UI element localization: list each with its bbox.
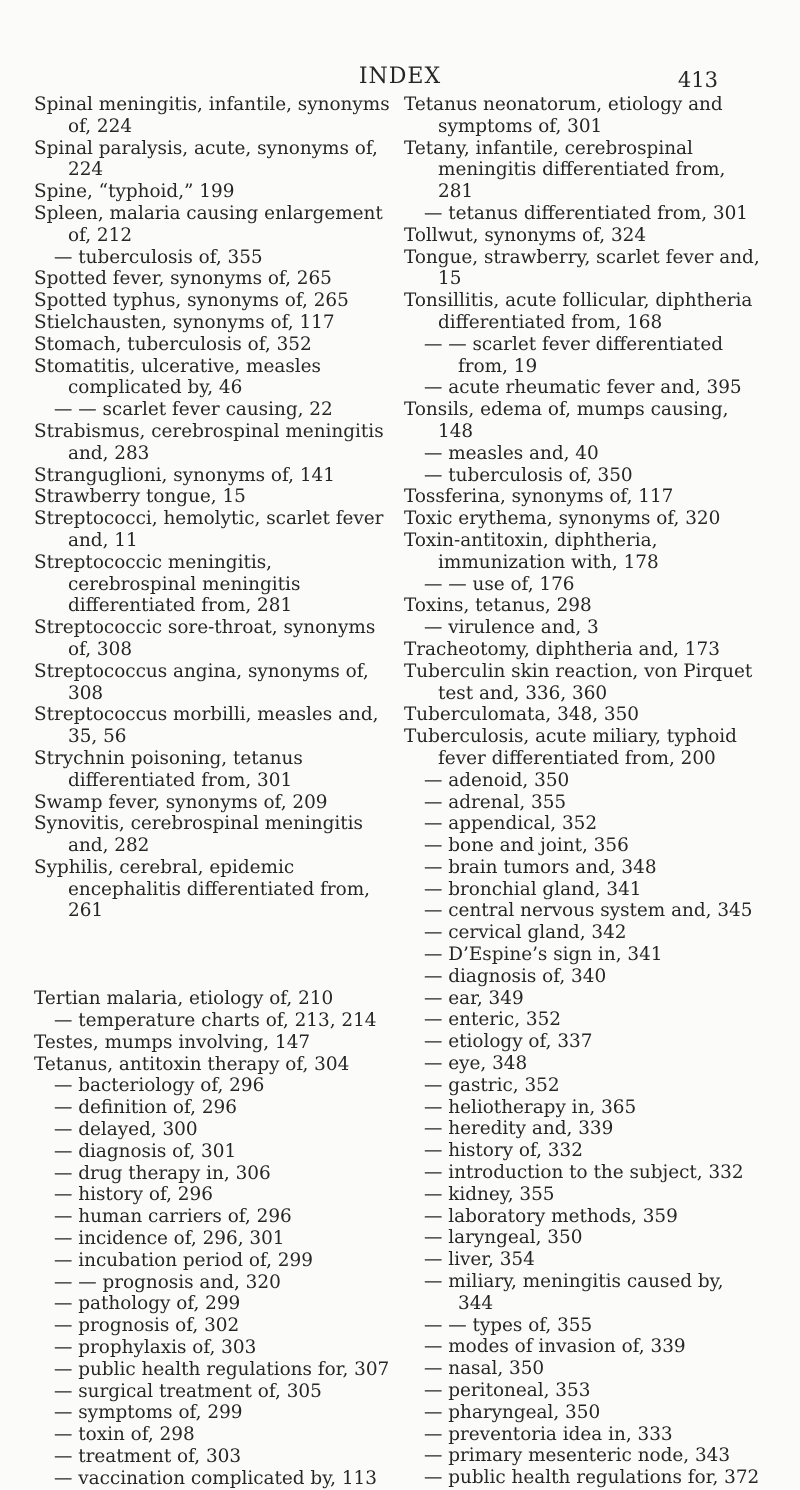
index-entry: — heliotherapy in, 365 — [424, 1096, 637, 1118]
index-entry: — definition of, 296 — [54, 1097, 237, 1119]
index-entry: — symptoms of, 299 — [54, 1402, 243, 1424]
index-column-right — [404, 94, 764, 1489]
index-entry: — enteric, 352 — [424, 1009, 562, 1031]
index-entry: Stomach, tuberculosis of, 352 — [34, 333, 312, 355]
index-entry: — adenoid, 350 — [424, 769, 570, 791]
index-entry: — temperature charts of, 213, 214 — [54, 1010, 377, 1032]
index-entry: — pathology of, 299 — [54, 1293, 241, 1315]
index-entry: Strychnin poisoning, tetanus differentiated from, 301 — [34, 747, 303, 791]
index-entry: — cervical gland, 342 — [424, 922, 627, 944]
index-entry: — tuberculosis of, 355 — [54, 246, 263, 268]
index-entry: Tracheotomy, diphtheria and, 173 — [404, 638, 720, 660]
index-entry: — bone and joint, 356 — [424, 835, 629, 857]
index-entry: Strawberry tongue, 15 — [34, 486, 246, 508]
index-entry: Syphilis, cerebral, epidemic encephalitis differentiated from, 261 — [34, 856, 371, 922]
index-entry: — kidney, 355 — [424, 1183, 555, 1205]
index-entry: — preventoria idea in, 333 — [424, 1423, 673, 1445]
index-section-t — [34, 988, 394, 1489]
index-entry: — pharyngeal, 350 — [424, 1401, 601, 1423]
index-entry: — modes of invasion of, 339 — [424, 1336, 686, 1358]
index-entry: — adrenal, 355 — [424, 791, 567, 813]
index-entry: Tongue, strawberry, scarlet fever and, 15 — [404, 246, 760, 290]
index-entry: — bacteriology of, 296 — [54, 1075, 265, 1097]
index-entry: — primary mesenteric node, 343 — [424, 1445, 731, 1467]
index-entry: — public health regulations for, 307 — [54, 1358, 390, 1380]
index-entry: — miliary, meningitis caused by, 344 — [424, 1271, 724, 1314]
index-entry: — etiology of, 337 — [424, 1031, 593, 1053]
index-entry: — history of, 332 — [424, 1140, 583, 1162]
index-entry: — vaccination complicated by, 113 — [54, 1467, 377, 1489]
index-entry: — D’Espine’s sign in, 341 — [424, 944, 663, 966]
index-entry: Tonsils, edema of, mumps causing, 148 — [404, 399, 729, 442]
page-header — [0, 64, 800, 94]
index-entry: Tuberculomata, 348, 350 — [404, 704, 640, 726]
index-entry: — — scarlet fever causing, 22 — [54, 399, 333, 421]
index-entry: Tuberculin skin reaction, von Pirquet test and, 336, 360 — [404, 660, 753, 704]
index-entry: — prognosis of, 302 — [54, 1315, 240, 1337]
index-entry: — laryngeal, 350 — [424, 1227, 583, 1249]
index-entry: Toxins, tetanus, 298 — [404, 595, 592, 617]
index-entry: — drug therapy in, 306 — [54, 1162, 271, 1184]
index-entry: — heredity and, 339 — [424, 1118, 614, 1140]
index-entry: Tertian malaria, etiology of, 210 — [34, 988, 334, 1010]
index-entry: — diagnosis of, 301 — [54, 1140, 237, 1162]
index-entry: — measles and, 40 — [424, 442, 599, 464]
index-entry: — treatment of, 303 — [54, 1446, 242, 1468]
index-entry: — gastric, 352 — [424, 1074, 560, 1096]
index-entry: — toxin of, 298 — [54, 1424, 195, 1446]
index-entry: — — scarlet fever differentiated from, 19 — [424, 333, 723, 377]
index-entry: — surgical treatment of, 305 — [54, 1380, 322, 1402]
index-entry: Synovitis, cerebrospinal meningitis and, 282 — [34, 813, 363, 857]
index-entry: Spinal meningitis, infantile, synonyms of, 224 — [34, 94, 390, 137]
index-entry: — history of, 296 — [54, 1184, 213, 1206]
index-entry: — delayed, 300 — [54, 1119, 198, 1141]
index-entry: — tuberculosis of, 350 — [424, 464, 633, 486]
index-entry: Tetanus neonatorum, etiology and symptoms of, 301 — [404, 94, 723, 137]
index-entry: — introduction to the subject, 332 — [424, 1162, 744, 1184]
index-entry: — incidence of, 296, 301 — [54, 1228, 285, 1250]
index-entry: Strabismus, cerebrospinal meningitis and, 283 — [34, 420, 384, 464]
index-entry: Tetany, infantile, cerebrospinal meningitis differentiated from, 281 — [404, 137, 726, 203]
index-entry: — liver, 354 — [424, 1249, 535, 1271]
index-entry: — brain tumors and, 348 — [424, 856, 657, 878]
index-entry: Stielchausten, synonyms of, 117 — [34, 311, 335, 333]
index-entry: Spleen, malaria causing enlargement of, 212 — [34, 202, 383, 246]
index-entry: Streptococcus morbilli, measles and, 35, 56 — [34, 704, 379, 748]
page-number: 413 — [677, 68, 718, 92]
index-entry: — eye, 348 — [424, 1053, 528, 1075]
index-entry: Spine, “typhoid,” 199 — [34, 181, 235, 203]
index-entry: — peritoneal, 353 — [424, 1380, 591, 1402]
index-entry: Spotted typhus, synonyms of, 265 — [34, 290, 349, 312]
index-entry: Spotted fever, synonyms of, 265 — [34, 268, 332, 290]
index-entry: Toxic erythema, synonyms of, 320 — [404, 508, 721, 530]
index-entry: Tossferina, synonyms of, 117 — [404, 486, 674, 508]
index-entry: — central nervous system and, 345 — [424, 900, 753, 922]
index-entry: Stranguglioni, synonyms of, 141 — [34, 464, 335, 486]
index-entry: Tuberculosis, acute miliary, typhoid fever differentiated from, 200 — [404, 726, 737, 769]
index-entry: — — types of, 355 — [424, 1314, 593, 1336]
index-column-left — [34, 94, 394, 1490]
index-entry: — human carriers of, 296 — [54, 1206, 292, 1228]
index-entry: Streptococcus angina, synonyms of, 308 — [34, 660, 369, 704]
index-entry: Tetanus, antitoxin therapy of, 304 — [34, 1053, 350, 1075]
index-entry: Toxin-antitoxin, diphtheria, immunization with, 178 — [404, 529, 659, 573]
index-entry: — — use of, 176 — [424, 573, 575, 595]
index-entry: — ear, 349 — [424, 987, 524, 1009]
index-entry: — diagnosis of, 340 — [424, 965, 607, 987]
index-entry: Swamp fever, synonyms of, 209 — [34, 791, 328, 813]
index-entry: — incubation period of, 299 — [54, 1249, 313, 1271]
index-entry: — prophylaxis of, 303 — [54, 1337, 257, 1359]
index-entry: Stomatitis, ulcerative, measles complicated by, 46 — [34, 355, 321, 399]
index-entry: — acute rheumatic fever and, 395 — [424, 377, 742, 399]
index-entry: Testes, mumps involving, 147 — [34, 1031, 311, 1053]
index-entry: Streptococcic sore-throat, synonyms of, 308 — [34, 617, 376, 660]
index-entry: — bronchial gland, 341 — [424, 878, 642, 900]
index-entry: Spinal paralysis, acute, synonyms of, 224 — [34, 137, 378, 181]
index-entry: — tetanus differentiated from, 301 — [424, 202, 748, 224]
index-entry: Tonsillitis, acute follicular, diphtheria differentiated from, 168 — [404, 290, 753, 333]
index-entry: Streptococci, hemolytic, scarlet fever and, 11 — [34, 508, 384, 551]
index-section-t-continued — [404, 94, 764, 1489]
index-entry: — — prognosis and, 320 — [54, 1271, 281, 1293]
index-entry: — virulence and, 3 — [424, 617, 599, 639]
index-entry: — laboratory methods, 359 — [424, 1205, 678, 1227]
index-entry: — public health regulations for, 372 — [424, 1467, 760, 1489]
index-entry: — appendical, 352 — [424, 813, 598, 835]
section-gap — [34, 922, 394, 988]
index-entry: — nasal, 350 — [424, 1358, 545, 1380]
index-entry: Tollwut, synonyms of, 324 — [404, 224, 647, 246]
page-title: INDEX — [358, 64, 442, 89]
index-entry: Streptococcic meningitis, cerebrospinal meningitis differentiated from, 281 — [34, 551, 301, 617]
index-section-s — [34, 94, 394, 922]
